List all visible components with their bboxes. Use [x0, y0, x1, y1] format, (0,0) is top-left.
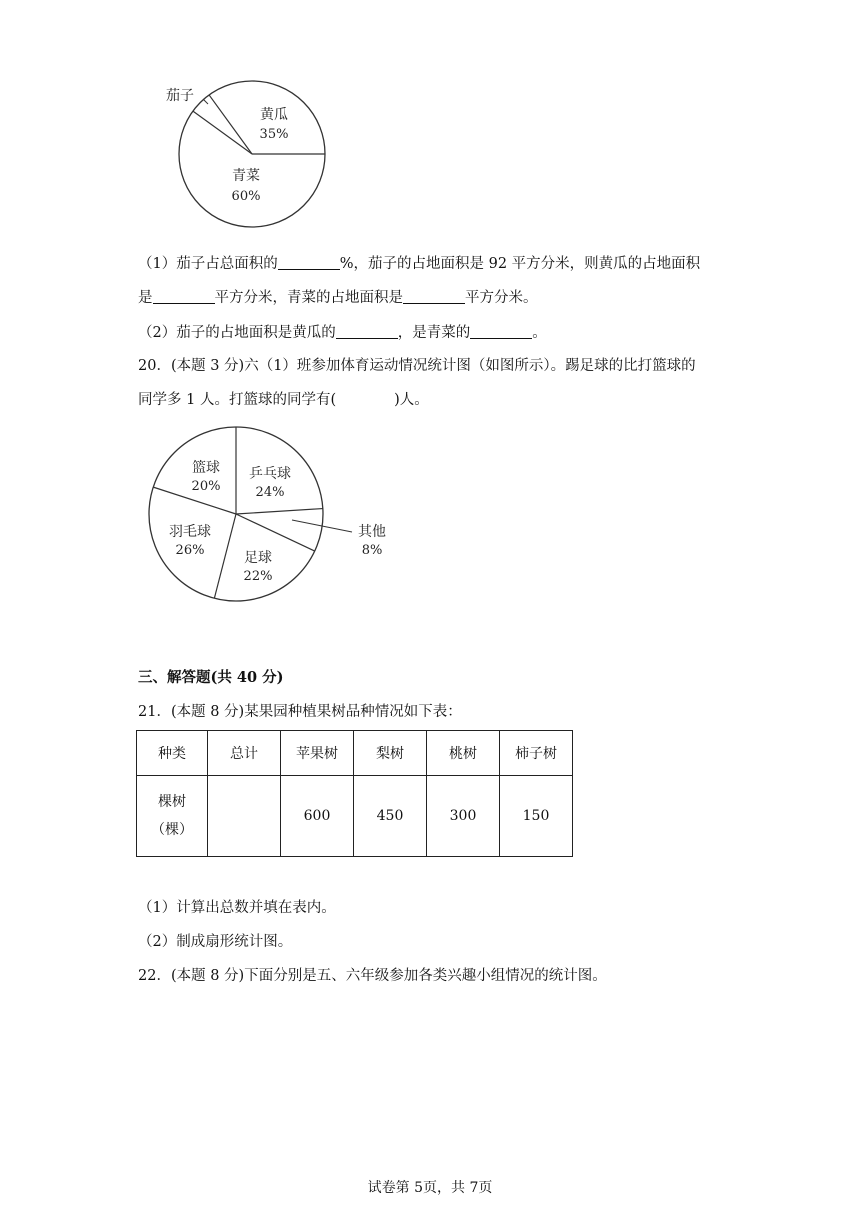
- q19-part1-line2: 是 平方分米，青菜的占地面积是 平方分米。: [138, 290, 538, 306]
- greens-pct: 60%: [231, 189, 261, 204]
- table-cell-total[interactable]: [208, 776, 281, 857]
- page-footer: 试卷第 5页，共 7页: [367, 1180, 493, 1196]
- table-cell: 300: [427, 776, 500, 857]
- cucumber-pct: 35%: [259, 127, 289, 142]
- eggplant-label: 茄子: [166, 88, 194, 104]
- q21-part2: （2）制成扇形统计图。: [138, 934, 293, 950]
- pingpong-pct: 24%: [255, 485, 285, 500]
- football-label: 足球: [244, 550, 272, 566]
- q19-part1-line1: （1）茄子占总面积的 %，茄子的占地面积是 92 平方分米，则黄瓜的占地面积: [138, 256, 701, 272]
- pingpong-label: 乒乓球: [249, 466, 291, 482]
- table-header-row: [137, 731, 573, 776]
- table-header-cell: 种类: [137, 731, 208, 776]
- q20-line1: 20．(本题 3 分)六（1）班参加体育运动情况统计图（如图所示）。踢足球的比打篮球的: [138, 358, 696, 374]
- table-header-cell: 梨树: [354, 731, 427, 776]
- table-cell: 600: [281, 776, 354, 857]
- table-header-cell: 苹果树: [281, 731, 354, 776]
- football-pct: 22%: [243, 569, 273, 584]
- sports-pie-chart: [140, 420, 400, 610]
- q19-part2: （2）茄子的占地面积是黄瓜的 ，是青菜的 。: [138, 325, 547, 341]
- slice-boundary-足球: [236, 514, 315, 551]
- slice-boundary-羽毛球: [214, 514, 236, 598]
- table-cell: 450: [354, 776, 427, 857]
- answer-blank[interactable]: [336, 324, 398, 339]
- badminton-label: 羽毛球: [169, 524, 211, 540]
- basketball-label: 篮球: [192, 460, 220, 476]
- badminton-pct: 26%: [175, 543, 205, 558]
- table-cell: 150: [500, 776, 573, 857]
- answer-blank[interactable]: [278, 255, 340, 270]
- basketball-pct: 20%: [191, 479, 221, 494]
- vegetable-pie-chart: [150, 76, 340, 236]
- q20-line2: 同学多 1 人。打篮球的同学有( )人。: [138, 392, 429, 408]
- answer-blank[interactable]: [470, 324, 532, 339]
- section-3-title: 三、解答题(共 40 分): [138, 669, 284, 686]
- cucumber-label: 黄瓜: [260, 107, 288, 123]
- table-header-cell: 总计: [208, 731, 281, 776]
- q22-intro: 22．(本题 8 分)下面分别是五、六年级参加各类兴趣小组情况的统计图。: [138, 968, 607, 984]
- table-header-cell: 柿子树: [500, 731, 573, 776]
- table-row: [137, 776, 573, 857]
- table-row-label: 棵树 （棵）: [137, 776, 208, 857]
- fruit-tree-table: [136, 730, 573, 857]
- slice-boundary-其他: [236, 509, 323, 514]
- answer-blank[interactable]: [403, 289, 465, 304]
- other-label: 其他: [358, 524, 386, 540]
- eggplant-leader-line: [203, 99, 208, 104]
- slice-boundary-茄子: [193, 111, 252, 154]
- answer-blank[interactable]: [153, 289, 215, 304]
- slice-boundary-青菜: [209, 95, 252, 154]
- other-pct: 8%: [361, 543, 383, 558]
- greens-label: 青菜: [232, 168, 260, 184]
- q21-intro: 21．(本题 8 分)某果园种植果树品种情况如下表：: [138, 704, 462, 720]
- table-header-cell: 桃树: [427, 731, 500, 776]
- q21-part1: （1）计算出总数并填在表内。: [138, 900, 336, 916]
